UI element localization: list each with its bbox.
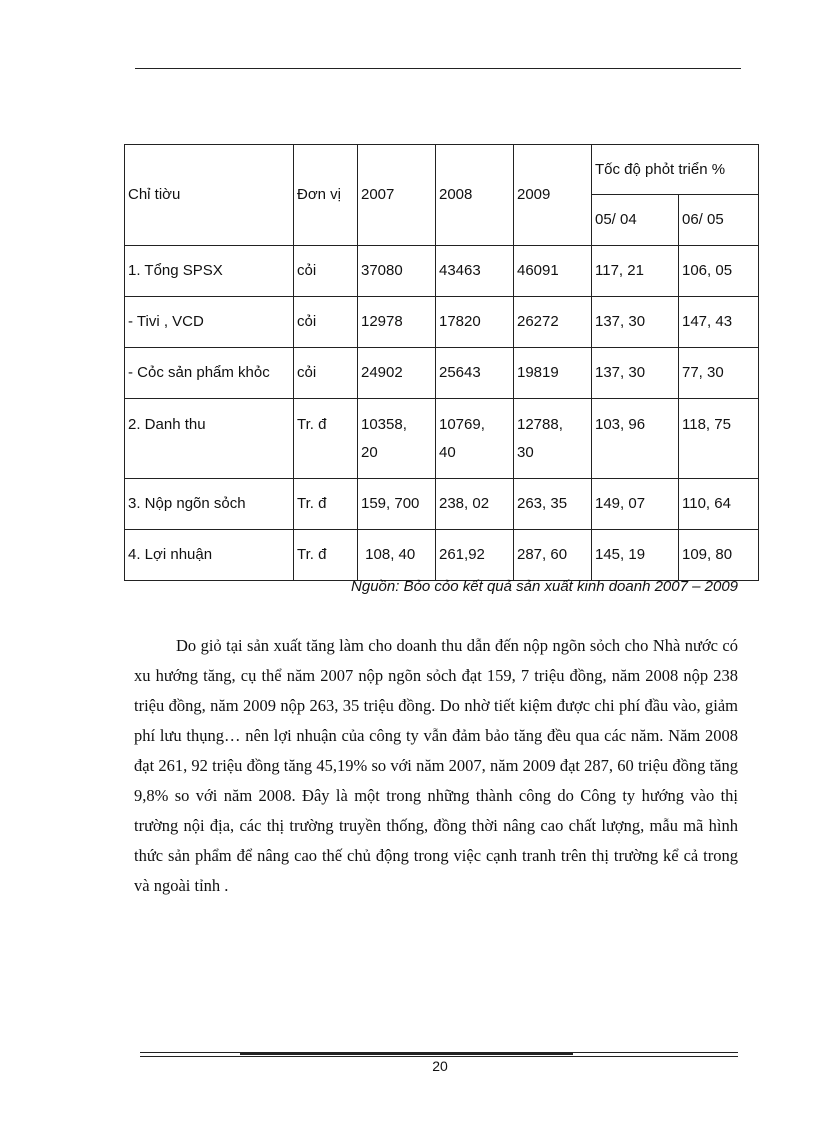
- header-growth: Tốc độ phỏt triển %: [592, 145, 759, 195]
- row-2007: 159, 700: [358, 479, 436, 530]
- page-number: 20: [432, 1058, 448, 1074]
- header-growth-1: 05/ 04: [592, 195, 679, 246]
- value-line: 30: [517, 444, 534, 461]
- row-2009: 19819: [514, 348, 592, 399]
- row-2009: 46091: [514, 246, 592, 297]
- row-growth-2: 77, 30: [679, 348, 759, 399]
- table-row: [125, 348, 759, 399]
- value-line: 40: [439, 444, 456, 461]
- row-2008: 25643: [436, 348, 514, 399]
- row-unit: Tr. đ: [294, 399, 358, 479]
- row-2009: [514, 399, 592, 479]
- row-name: 3. Nộp ngõn sỏch: [125, 479, 294, 530]
- row-2008: 238, 02: [436, 479, 514, 530]
- row-name: - Tivi , VCD: [125, 297, 294, 348]
- row-2008: 17820: [436, 297, 514, 348]
- row-unit: cỏi: [294, 246, 358, 297]
- row-growth-1: 103, 96: [592, 399, 679, 479]
- row-name: 4. Lợi nhuận: [125, 530, 294, 581]
- footer-rule-thick: [240, 1052, 573, 1055]
- row-2009: 263, 35: [514, 479, 592, 530]
- row-growth-1: 137, 30: [592, 297, 679, 348]
- row-unit: Tr. đ: [294, 530, 358, 581]
- row-name: - Cỏc sản phẩm khỏc: [125, 348, 294, 399]
- value-line: 12788,: [517, 416, 563, 433]
- row-name: 1. Tổng SPSX: [125, 246, 294, 297]
- header-2008: 2008: [436, 145, 514, 246]
- table-source-caption: Nguồn: Bỏo cỏo kết quả sản xuất kinh doanh 2007 – 2009: [351, 578, 738, 595]
- table-row: [125, 399, 759, 479]
- footer-rule: [140, 1056, 738, 1057]
- row-growth-2: 147, 43: [679, 297, 759, 348]
- row-growth-2: 118, 75: [679, 399, 759, 479]
- table-row: [125, 479, 759, 530]
- body-paragraph: Do giỏ tại sản xuất tăng làm cho doanh thu dẫn đến nộp ngõn sỏch cho Nhà nước có xu hướng tăng, cụ thể năm 2007 nộp ngõn sỏch đạt 159, 7 triệu đồng, năm 2008 nộp 238 triệu đồng, năm 2009 nộp 263, 35 triệu đồng. Do nhờ tiết kiệm được chi phí đầu vào, giảm phí lưu thụng… nên lợi nhuận của công ty vẫn đảm bảo tăng đều qua các năm. Năm 2008 đạt 261, 92 triệu đồng tăng 45,19% so với năm 2007, năm 2009 đạt 287, 60 triệu đồng tăng 9,8% so với năm 2008. Đây là một trong những thành công do Công ty hướng vào thị trường nội địa, các thị trường truyền thống, đồng thời nâng cao chất lượng, mẫu mã hình thức sản phẩm để nâng cao thế chủ động trong việc cạnh tranh trên thị trường kể cả trong và ngoài tỉnh .: [134, 636, 738, 895]
- row-unit: cỏi: [294, 348, 358, 399]
- row-name: 2. Danh thu: [125, 399, 294, 479]
- row-growth-2: 106, 05: [679, 246, 759, 297]
- row-2007: 108, 40: [358, 530, 436, 581]
- value-line: 10769,: [439, 416, 485, 433]
- row-2007: [358, 399, 436, 479]
- row-2009: 26272: [514, 297, 592, 348]
- header-indicator: Chỉ tiờu: [125, 145, 294, 246]
- row-2007: 12978: [358, 297, 436, 348]
- row-2008: 261,92: [436, 530, 514, 581]
- header-2007: 2007: [358, 145, 436, 246]
- production-table: [124, 144, 759, 581]
- row-unit: Tr. đ: [294, 479, 358, 530]
- value-line: 10358,: [361, 416, 407, 433]
- table-row: [125, 246, 759, 297]
- row-growth-1: 137, 30: [592, 348, 679, 399]
- row-growth-2: 109, 80: [679, 530, 759, 581]
- row-2008: 43463: [436, 246, 514, 297]
- value-line: 20: [361, 444, 378, 461]
- row-growth-1: 149, 07: [592, 479, 679, 530]
- row-2009: 287, 60: [514, 530, 592, 581]
- row-growth-1: 117, 21: [592, 246, 679, 297]
- row-growth-2: 110, 64: [679, 479, 759, 530]
- header-growth-2: 06/ 05: [679, 195, 759, 246]
- header-unit: Đơn vị: [294, 145, 358, 246]
- table-row: [125, 297, 759, 348]
- row-2007: 24902: [358, 348, 436, 399]
- row-2007: 37080: [358, 246, 436, 297]
- table-header-row: [125, 145, 759, 195]
- row-2008: [436, 399, 514, 479]
- header-2009: 2009: [514, 145, 592, 246]
- header-rule: [135, 68, 741, 69]
- row-unit: cỏi: [294, 297, 358, 348]
- table-row: [125, 530, 759, 581]
- row-growth-1: 145, 19: [592, 530, 679, 581]
